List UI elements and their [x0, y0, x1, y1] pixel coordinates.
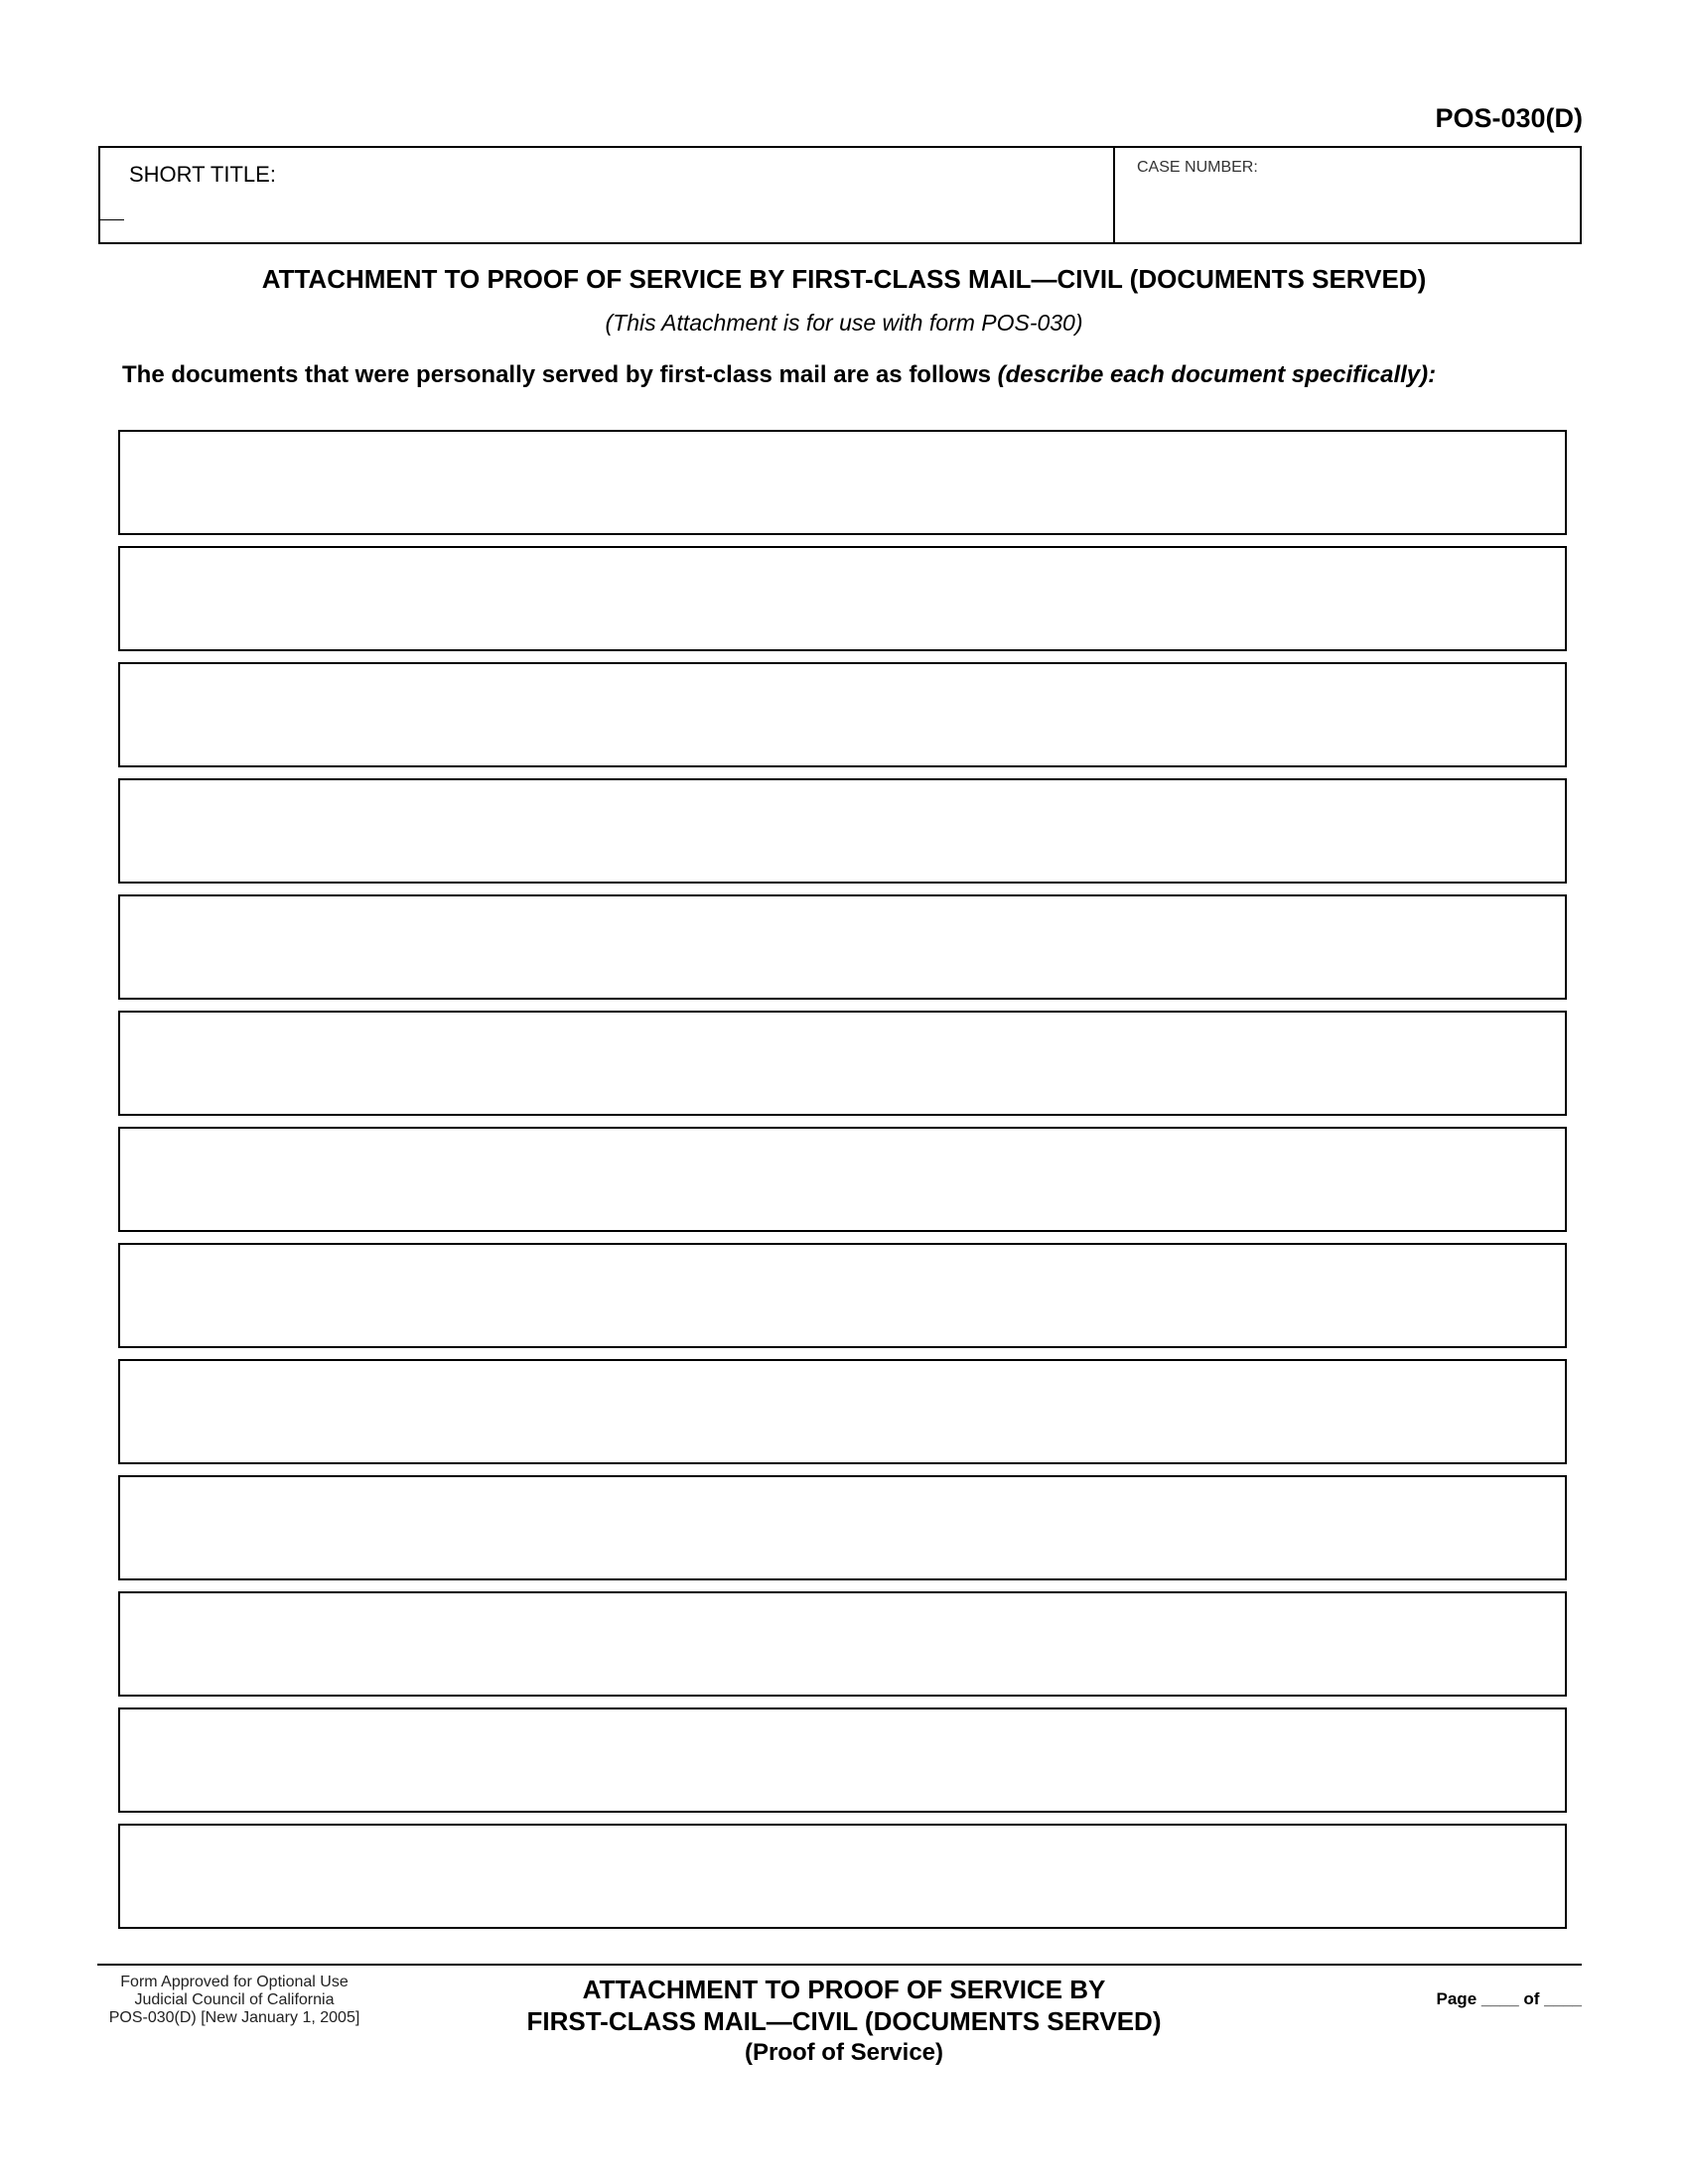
instructions-emphasis: (describe each document specifically):	[997, 361, 1437, 388]
short-title-mark	[100, 219, 124, 220]
footer-approval: Form Approved for Optional Use	[120, 1974, 349, 1990]
footer-form-revision: POS-030(D) [New January 1, 2005]	[108, 2009, 360, 2026]
document-entry-box[interactable]	[118, 1359, 1567, 1464]
document-entry-box[interactable]	[118, 778, 1567, 884]
form-title: ATTACHMENT TO PROOF OF SERVICE BY FIRST-CLASS MAIL—CIVIL (DOCUMENTS SERVED)	[261, 264, 1427, 294]
instructions	[122, 361, 1436, 389]
page-number-field[interactable]: Page ____ of ____	[1436, 1989, 1582, 2008]
document-entry-box[interactable]	[118, 894, 1567, 1000]
case-header-box	[98, 146, 1582, 244]
instructions-text: The documents that were personally served by first-class mail are as follows	[122, 361, 998, 388]
document-entry-list	[118, 430, 1567, 1940]
case-number-label: CASE NUMBER:	[1137, 159, 1258, 176]
footer-form-info	[95, 1974, 373, 2027]
document-entry-box[interactable]	[118, 1011, 1567, 1116]
short-title-label: SHORT TITLE:	[129, 162, 276, 187]
document-entry-box[interactable]	[118, 1127, 1567, 1232]
document-entry-box[interactable]	[118, 1707, 1567, 1813]
document-entry-box[interactable]	[118, 1824, 1567, 1929]
document-entry-box[interactable]	[118, 546, 1567, 651]
document-entry-box[interactable]	[118, 430, 1567, 535]
footer-title-line1: ATTACHMENT TO PROOF OF SERVICE BY	[582, 1975, 1106, 2004]
case-number-field[interactable]	[1115, 148, 1580, 242]
document-entry-box[interactable]	[118, 1475, 1567, 1580]
footer-title-line2: FIRST-CLASS MAIL—CIVIL (DOCUMENTS SERVED)	[526, 2006, 1162, 2036]
footer-subtitle: (Proof of Service)	[744, 2039, 944, 2066]
footer-title-block	[447, 1974, 1241, 2069]
form-id: POS-030(D)	[1435, 103, 1583, 133]
footer-council: Judicial Council of California	[134, 1991, 335, 2008]
document-entry-box[interactable]	[118, 1243, 1567, 1348]
document-entry-box[interactable]	[118, 662, 1567, 767]
document-entry-box[interactable]	[118, 1591, 1567, 1697]
form-subtitle: (This Attachment is for use with form POS-030)	[605, 310, 1083, 336]
footer-divider	[97, 1964, 1582, 1966]
short-title-field[interactable]	[100, 148, 1115, 242]
